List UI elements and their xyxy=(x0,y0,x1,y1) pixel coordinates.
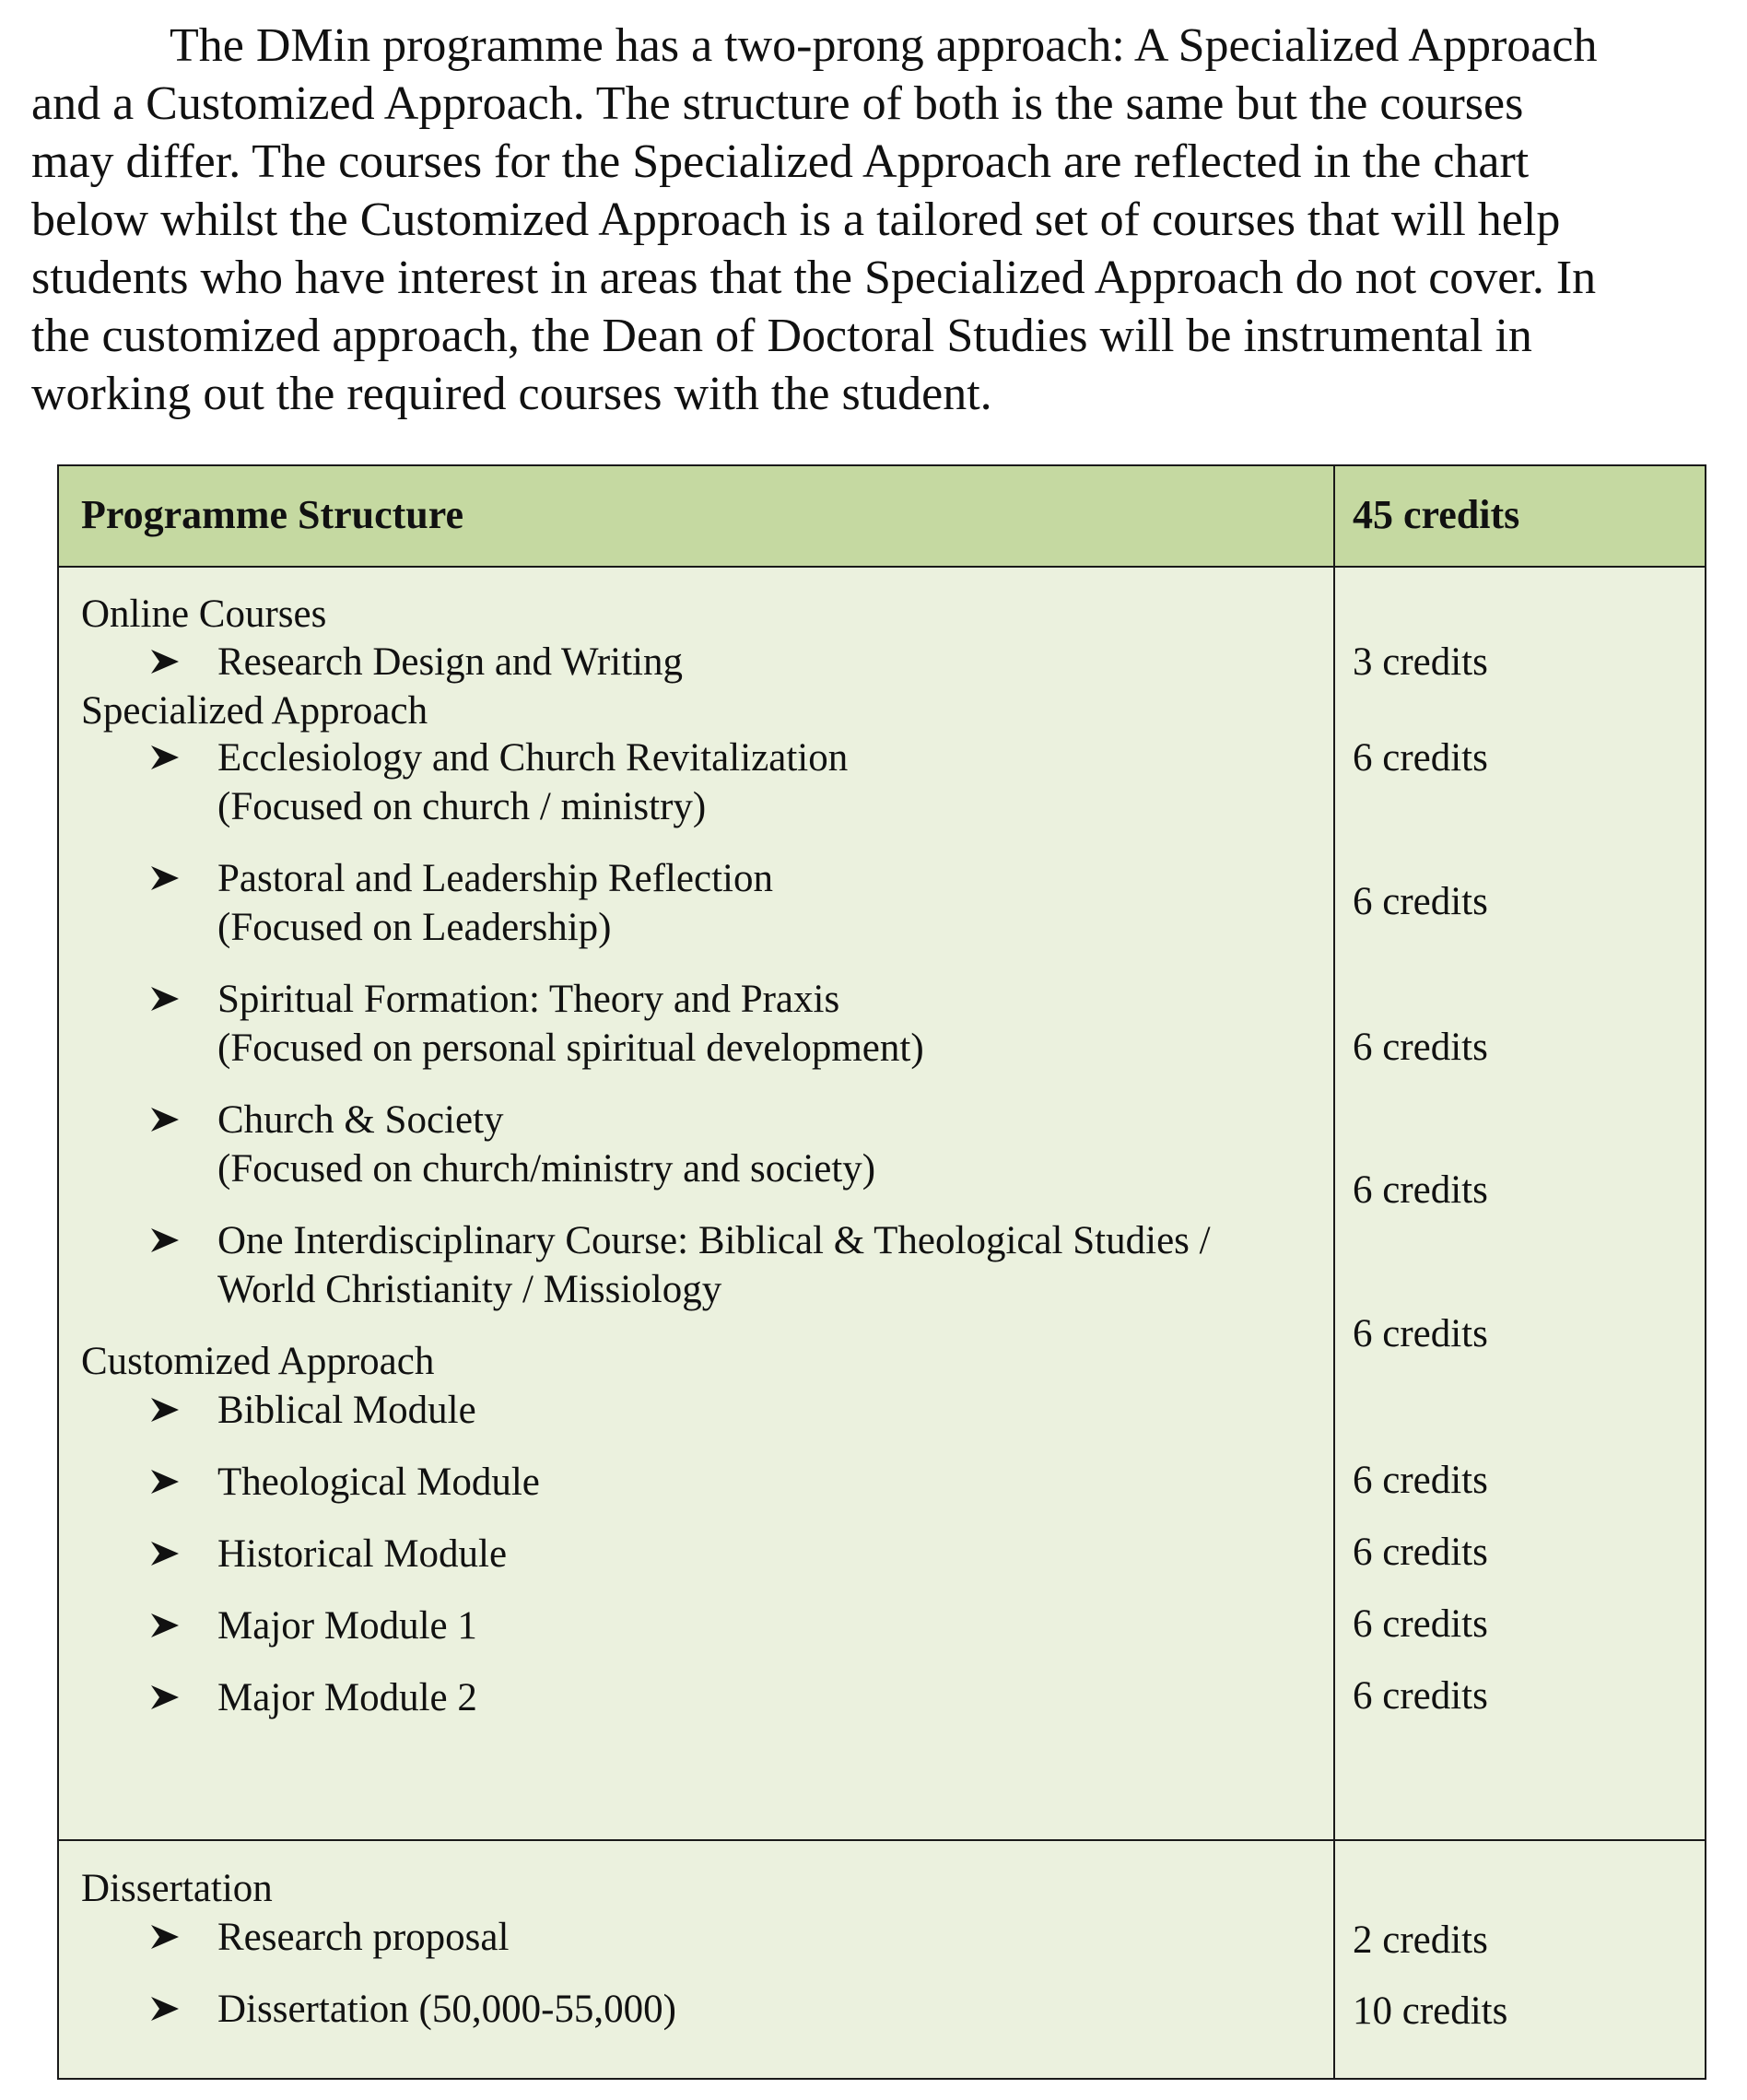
course-name: Dissertation (50,000-55,000) xyxy=(217,1988,677,2031)
table-header xyxy=(59,466,1705,568)
course-note: (Focused on church / ministry) xyxy=(217,785,707,828)
course-credits: 6 credits xyxy=(1353,1459,1488,1502)
section-heading-dissertation: Dissertation xyxy=(81,1867,273,1910)
course-note: (Focused on church/ministry and society) xyxy=(217,1147,876,1191)
course-credits: 6 credits xyxy=(1353,1168,1488,1212)
course-name: Historical Module xyxy=(217,1532,508,1576)
header-title: Programme Structure xyxy=(81,492,464,537)
section-heading-specialized: Specialized Approach xyxy=(81,689,428,733)
arrow-bullet-icon xyxy=(149,744,181,771)
arrow-bullet-icon xyxy=(149,1226,181,1254)
course-credits: 6 credits xyxy=(1353,1531,1488,1574)
course-credits: 6 credits xyxy=(1353,880,1488,923)
course-credits: 6 credits xyxy=(1353,1312,1488,1355)
course-credits: 6 credits xyxy=(1353,1026,1488,1069)
programme-structure-table xyxy=(57,464,1706,2080)
course-name: Theological Module xyxy=(217,1461,540,1504)
arrow-bullet-icon xyxy=(149,1684,181,1711)
section-heading-customized: Customized Approach xyxy=(81,1340,435,1383)
course-credits: 2 credits xyxy=(1353,1918,1488,1962)
course-note: (Focused on Leadership) xyxy=(217,906,612,949)
course-name: Major Module 1 xyxy=(217,1604,477,1648)
section-heading-online: Online Courses xyxy=(81,592,327,636)
course-credits: 3 credits xyxy=(1353,640,1488,684)
arrow-bullet-icon xyxy=(149,648,181,675)
course-name: Biblical Module xyxy=(217,1389,476,1432)
intro-paragraph xyxy=(31,17,1690,423)
course-name: Major Module 2 xyxy=(217,1676,477,1719)
course-credits: 10 credits xyxy=(1353,1989,1508,2033)
intro-line: and a Customized Approach. The structure of both is the same but the courses xyxy=(31,77,1524,130)
course-credits: 6 credits xyxy=(1353,1602,1488,1646)
arrow-bullet-icon xyxy=(149,1396,181,1424)
course-note: (Focused on personal spiritual development) xyxy=(217,1027,924,1070)
arrow-bullet-icon xyxy=(149,1540,181,1567)
section-divider xyxy=(59,1839,1705,1841)
course-credits: 6 credits xyxy=(1353,736,1488,780)
column-divider xyxy=(1333,466,1335,2078)
arrow-bullet-icon xyxy=(149,1468,181,1496)
course-credits: 6 credits xyxy=(1353,1674,1488,1718)
arrow-bullet-icon xyxy=(149,1923,181,1951)
arrow-bullet-icon xyxy=(149,1106,181,1133)
arrow-bullet-icon xyxy=(149,864,181,892)
course-name: Pastoral and Leadership Reflection xyxy=(217,857,773,900)
intro-line: may differ. The courses for the Specialized Approach are reflected in the chart xyxy=(31,135,1530,188)
course-name: Ecclesiology and Church Revitalization xyxy=(217,736,849,780)
arrow-bullet-icon xyxy=(149,1995,181,2023)
course-name: One Interdisciplinary Course: Biblical & Theological Studies / xyxy=(217,1219,1211,1262)
intro-line: The DMin programme has a two-prong approach: A Specialized Approach xyxy=(170,19,1598,72)
course-name: Research Design and Writing xyxy=(217,640,683,684)
arrow-bullet-icon xyxy=(149,1612,181,1639)
course-name: Church & Society xyxy=(217,1098,504,1142)
intro-line: below whilst the Customized Approach is a tailored set of courses that will help xyxy=(31,194,1561,246)
intro-line: the customized approach, the Dean of Doctoral Studies will be instrumental in xyxy=(31,310,1532,362)
header-total-credits: 45 credits xyxy=(1353,492,1520,537)
course-name: Spiritual Formation: Theory and Praxis xyxy=(217,978,840,1021)
arrow-bullet-icon xyxy=(149,985,181,1013)
course-note: World Christianity / Missiology xyxy=(217,1268,722,1311)
intro-line: working out the required courses with the student. xyxy=(31,368,992,420)
intro-line: students who have interest in areas that the Specialized Approach do not cover. In xyxy=(31,252,1597,304)
course-name: Research proposal xyxy=(217,1916,510,1959)
